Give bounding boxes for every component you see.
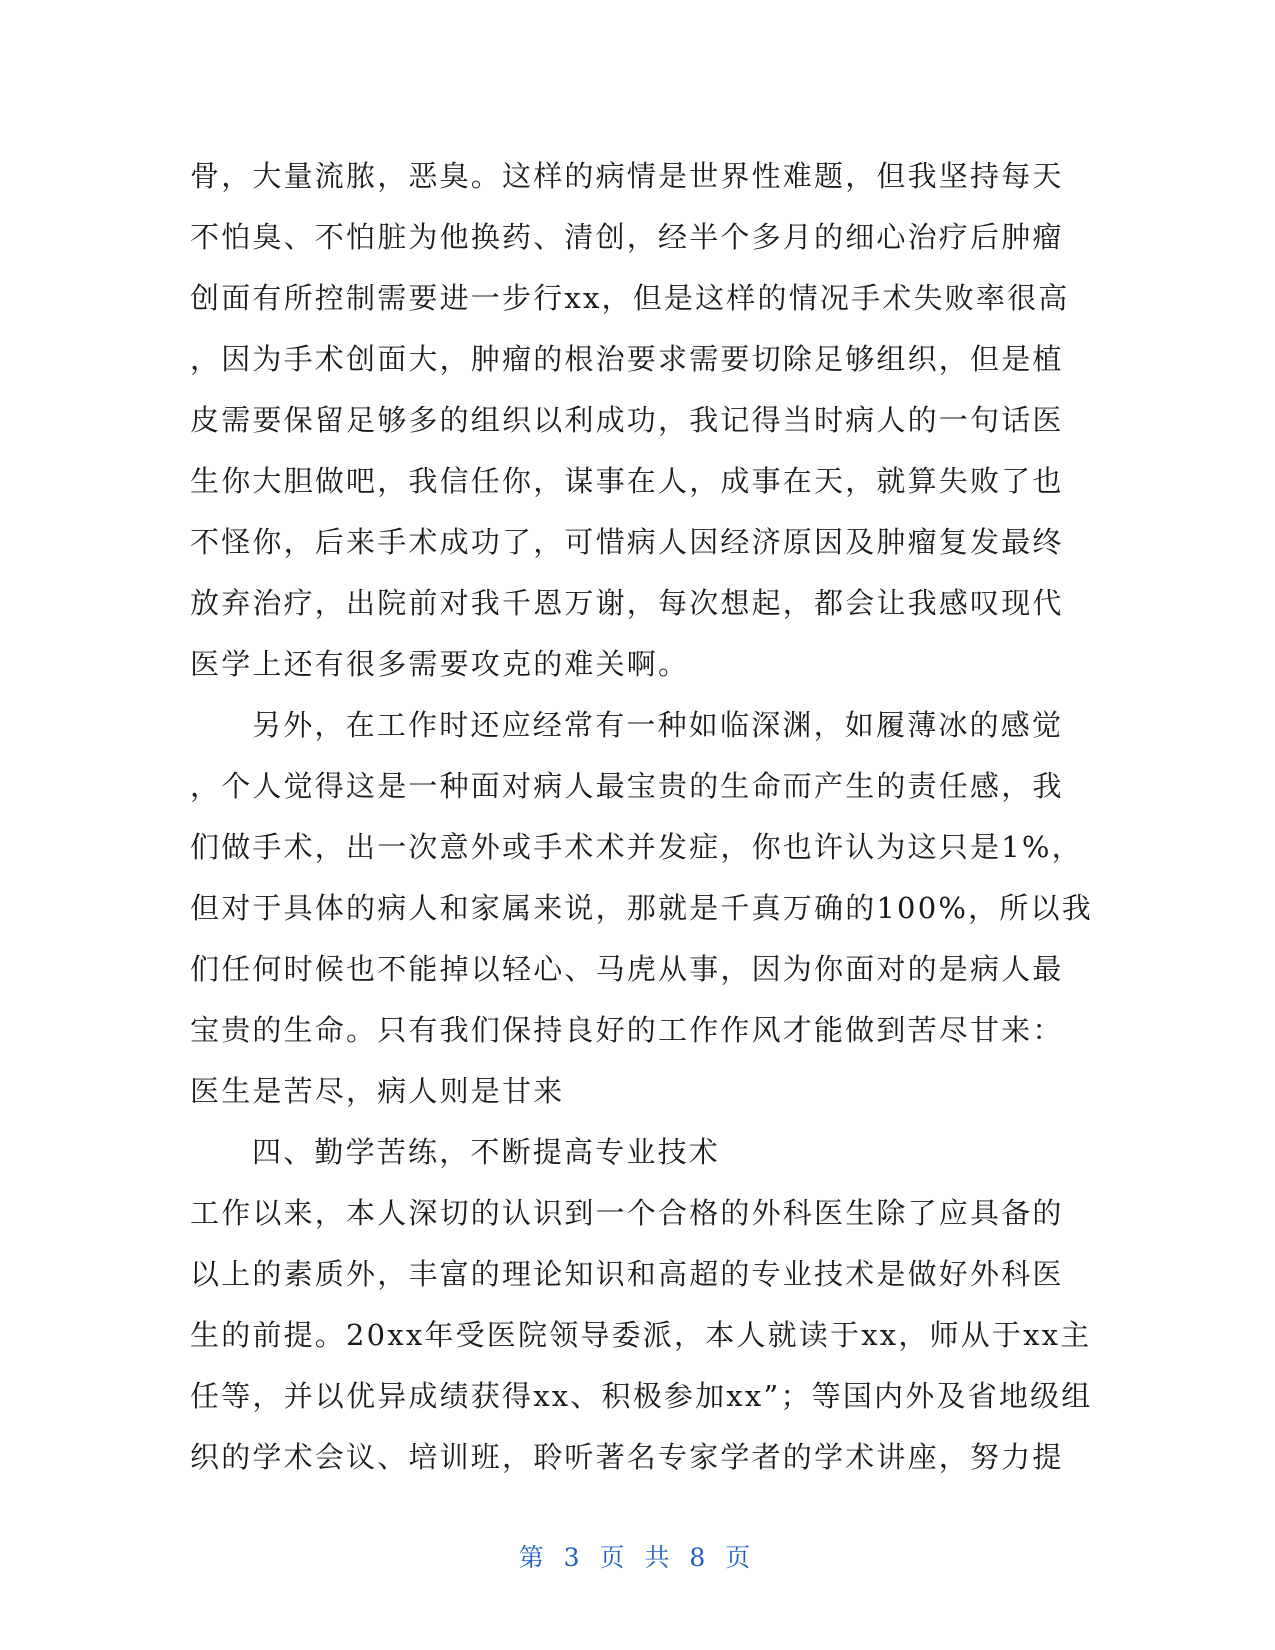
text-line: 以上的素质外，丰富的理论知识和高超的专业技术是做好外科医: [190, 1257, 1064, 1291]
page-number-footer: 第 3 页 共 8 页: [518, 1543, 757, 1572]
text-line: 放弃治疗，出院前对我千恩万谢，每次想起，都会让我感叹现代: [190, 586, 1064, 620]
text-line: 任等，并以优异成绩获得xx、积极参加xx”；等国内外及省地级组: [190, 1379, 1093, 1413]
document-body: [190, 146, 1093, 1488]
text-line: 但对于具体的病人和家属来说，那就是千真万确的100%，所以我: [190, 891, 1093, 925]
text-line: 工作以来，本人深切的认识到一个合格的外科医生除了应具备的: [190, 1196, 1064, 1230]
text-line: 不怕臭、不怕脏为他换药、清创，经半个多月的细心治疗后肿瘤: [190, 220, 1064, 254]
text-line: 创面有所控制需要进一步行xx，但是这样的情况手术失败率很高: [190, 281, 1070, 315]
text-line: 宝贵的生命。只有我们保持良好的工作作风才能做到苦尽甘来：: [190, 1013, 1064, 1047]
text-line: 骨，大量流脓，恶臭。这样的病情是世界性难题，但我坚持每天: [190, 159, 1064, 193]
text-line: 医生是苦尽，病人则是甘来: [190, 1074, 565, 1108]
text-line: 们任何时候也不能掉以轻心、马虎从事，因为你面对的是病人最: [190, 952, 1064, 986]
text-line: 皮需要保留足够多的组织以利成功，我记得当时病人的一句话医: [190, 403, 1064, 437]
text-line: 生你大胆做吧，我信任你，谋事在人，成事在天，就算失败了也: [190, 464, 1064, 498]
text-line: 另外，在工作时还应经常有一种如临深渊，如履薄冰的感觉: [252, 708, 1064, 742]
text-line: 们做手术，出一次意外或手术术并发症，你也许认为这只是1%，: [190, 830, 1083, 864]
text-line: 生的前提。20xx年受医院领导委派，本人就读于xx，师从于xx主: [190, 1318, 1092, 1352]
text-line: 不怪你，后来手术成功了，可惜病人因经济原因及肿瘤复发最终: [190, 525, 1064, 559]
text-line: ，个人觉得这是一种面对病人最宝贵的生命而产生的责任感，我: [190, 769, 1064, 803]
text-line: 织的学术会议、培训班，聆听著名专家学者的学术讲座，努力提: [190, 1440, 1064, 1474]
text-line: 医学上还有很多需要攻克的难关啊。: [190, 647, 690, 681]
text-line: 四、勤学苦练，不断提高专业技术: [252, 1135, 721, 1169]
text-line: ，因为手术创面大，肿瘤的根治要求需要切除足够组织，但是植: [190, 342, 1064, 376]
